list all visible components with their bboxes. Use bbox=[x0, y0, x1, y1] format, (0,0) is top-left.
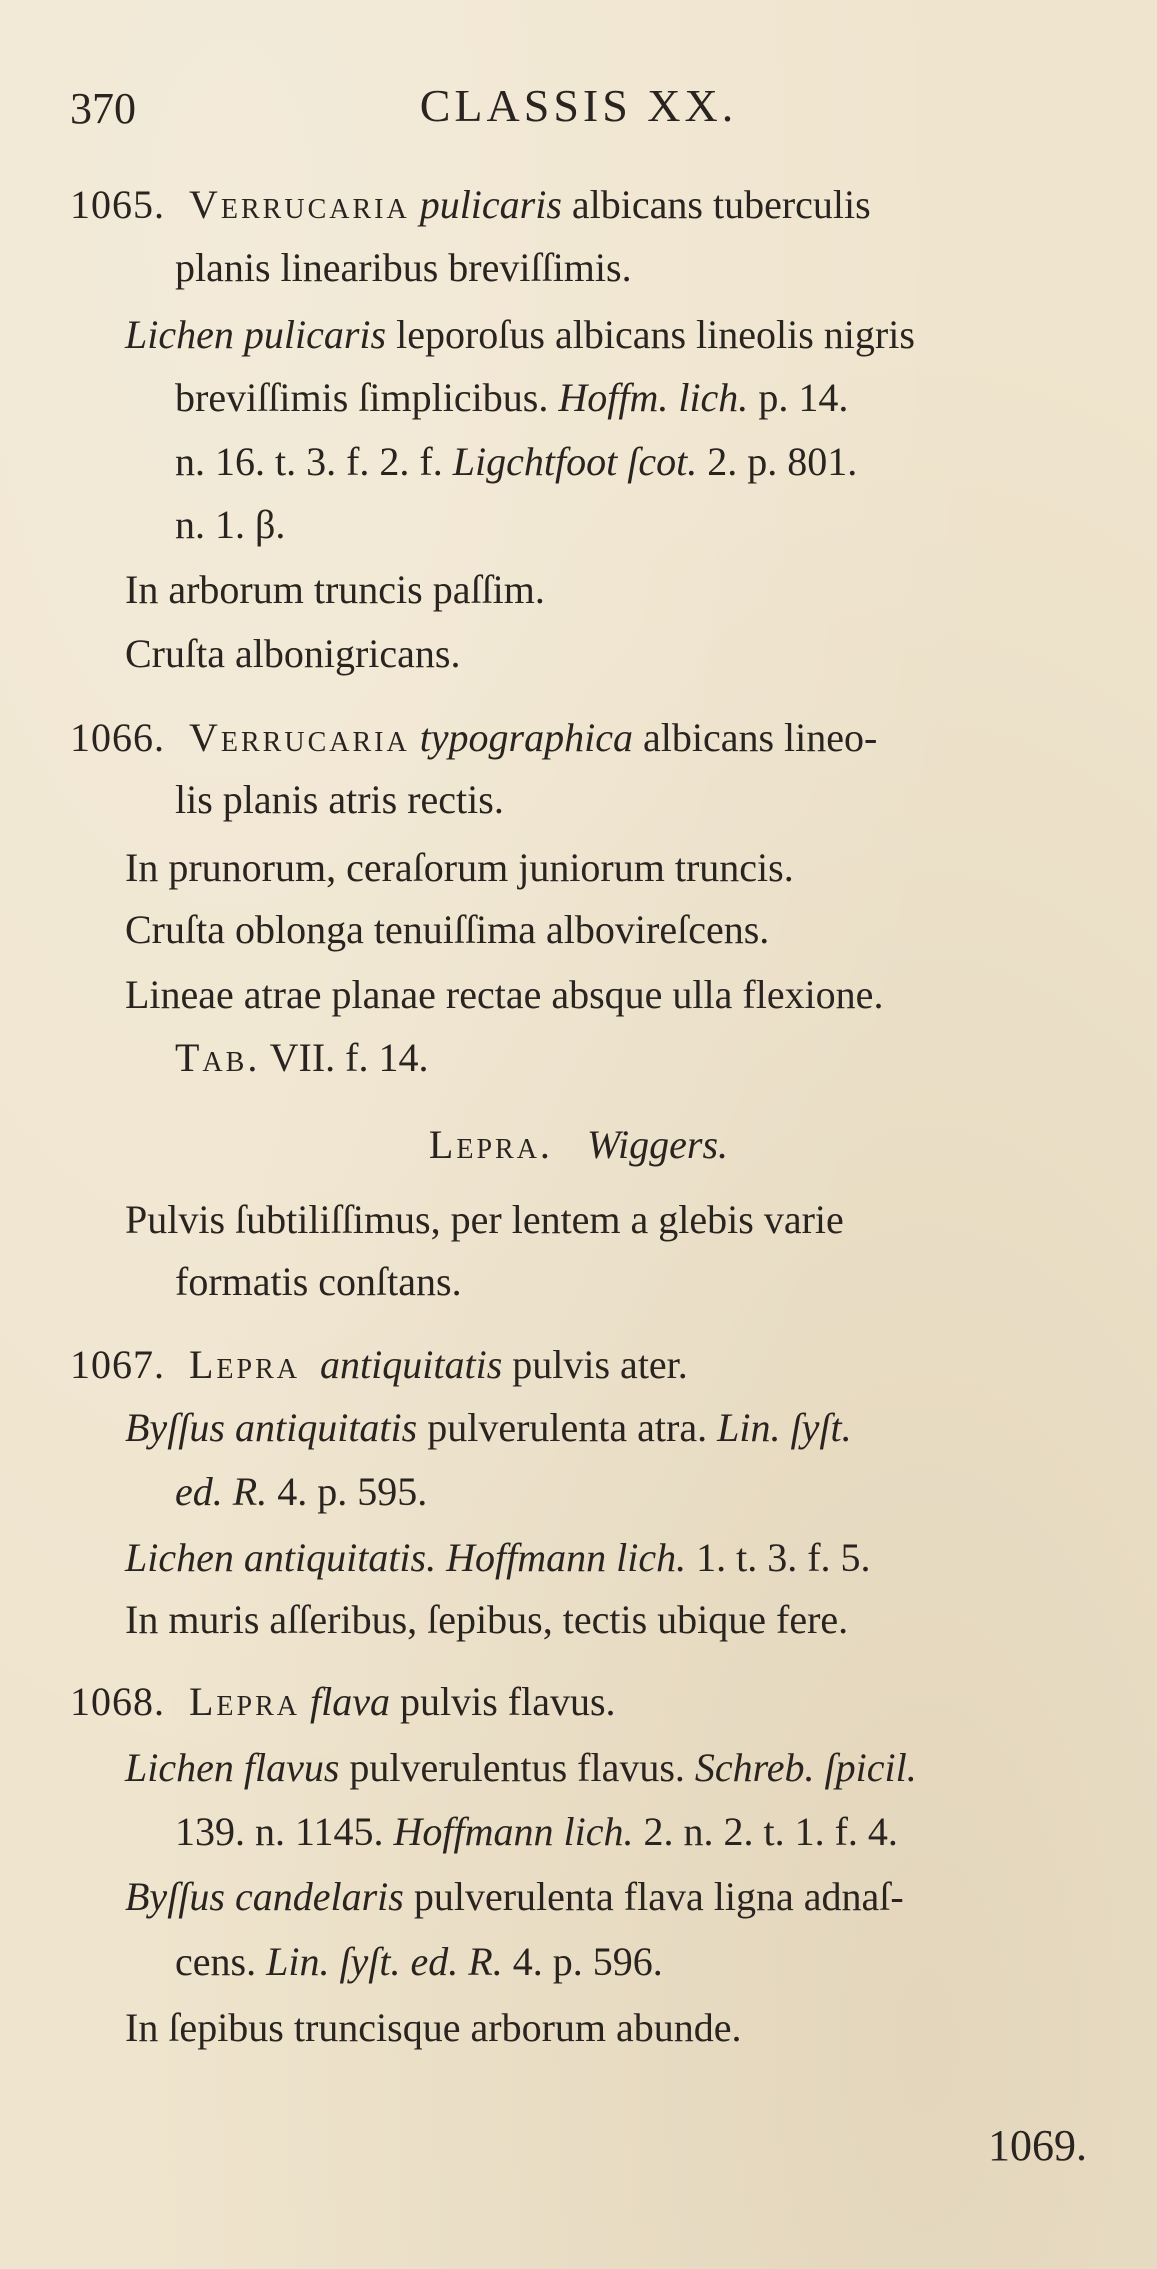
entry-number: 1065. bbox=[70, 182, 165, 227]
entry-1066-line-4: Cruſta oblonga tenuiſſima albovireſcens. bbox=[125, 907, 770, 952]
species-name: pulicaris bbox=[419, 182, 562, 227]
entry-1068-line-1 bbox=[70, 1679, 616, 1724]
entry-1065-line-2: planis linearibus breviſſimis. bbox=[175, 245, 632, 290]
species-name: typographica bbox=[419, 715, 633, 760]
entry-1068-line-2 bbox=[125, 1745, 917, 1790]
text-run: p. 14. bbox=[748, 375, 849, 420]
citation: Lin. ſyſt. ed. R. bbox=[266, 1939, 503, 1984]
entry-1065-line-4 bbox=[175, 375, 849, 420]
entry-1065-line-8: Cruſta albonigricans. bbox=[125, 631, 461, 676]
text-run: 4. p. 596. bbox=[502, 1939, 663, 1984]
entry-number: 1068. bbox=[70, 1679, 165, 1724]
genus-name: Lepra bbox=[189, 1342, 301, 1387]
entry-1066-line-6 bbox=[175, 1035, 429, 1080]
species-name: antiquitatis bbox=[320, 1342, 503, 1387]
synonym-name: Lichen flavus bbox=[125, 1745, 340, 1790]
entry-1065-line-6: n. 1. β. bbox=[175, 502, 286, 547]
entry-1065-line-1 bbox=[70, 182, 871, 227]
synonym-citation: Lichen antiquitatis. Hoffmann lich. bbox=[125, 1535, 687, 1580]
entry-1066-line-3: In prunorum, ceraſorum juniorum truncis. bbox=[125, 845, 794, 890]
entry-1065-line-3 bbox=[125, 312, 915, 357]
page-title: CLASSIS XX. bbox=[419, 80, 738, 131]
entry-1065-line-7: In arborum truncis paſſim. bbox=[125, 567, 545, 612]
synonym-text: leporoſus albicans lineolis nigris bbox=[386, 312, 915, 357]
genus-heading bbox=[0, 1122, 1157, 1167]
synonym-name: Lichen pulicaris bbox=[125, 312, 387, 357]
diagnosis-text: albicans lineo- bbox=[633, 715, 878, 760]
text-run: cens. bbox=[175, 1939, 267, 1984]
species-name: flava bbox=[310, 1679, 390, 1724]
text-run: VII. f. 14. bbox=[260, 1035, 429, 1080]
citation: ed. R. bbox=[175, 1469, 268, 1514]
citation: Hoffmann lich. bbox=[393, 1809, 634, 1854]
entry-number: 1067. bbox=[70, 1342, 165, 1387]
genus-description-1: Pulvis ſubtiliſſimus, per lentem a glebis varie bbox=[125, 1197, 844, 1242]
entry-1068-line-3 bbox=[175, 1809, 898, 1854]
diagnosis-text: pulvis flavus. bbox=[390, 1679, 616, 1724]
text-run: n. 16. t. 3. f. 2. f. bbox=[175, 439, 453, 484]
genus-title: Lepra. bbox=[428, 1122, 553, 1167]
citation: Lin. ſyſt. bbox=[717, 1405, 852, 1450]
genus-author: Wiggers. bbox=[586, 1122, 729, 1167]
entry-1068-line-5 bbox=[175, 1939, 663, 1984]
running-header bbox=[0, 75, 1157, 145]
text-run: pulverulentus flavus. bbox=[339, 1745, 695, 1790]
text-run: 2. p. 801. bbox=[697, 439, 858, 484]
diagnosis-text: albicans tuberculis bbox=[561, 182, 871, 227]
text-run: pulverulenta atra. bbox=[417, 1405, 718, 1450]
citation: Hoffm. lich. bbox=[558, 375, 749, 420]
text-run: pulverulenta flava ligna adnaſ- bbox=[403, 1874, 904, 1919]
diagnosis-text: pulvis ater. bbox=[502, 1342, 688, 1387]
text-run: breviſſimis ſimplicibus. bbox=[175, 375, 559, 420]
synonym-name: Byſſus candelaris bbox=[125, 1874, 404, 1919]
entry-number: 1066. bbox=[70, 715, 165, 760]
synonym-name: Byſſus antiquitatis bbox=[125, 1405, 418, 1450]
citation: Schreb. ſpicil. bbox=[694, 1745, 917, 1790]
text-run: 139. n. 1145. bbox=[175, 1809, 394, 1854]
entry-1067-line-3 bbox=[175, 1469, 428, 1514]
catchword: 1069. bbox=[988, 2121, 1087, 2170]
genus-description-2: formatis conſtans. bbox=[175, 1259, 462, 1304]
citation: Ligchtfoot ſcot. bbox=[452, 439, 698, 484]
genus-name: Verrucaria bbox=[189, 715, 410, 760]
entry-1066-line-5: Lineae atrae planae rectae absque ulla flexione. bbox=[125, 972, 884, 1017]
entry-1065-line-5 bbox=[175, 439, 858, 484]
entry-1067-line-2 bbox=[125, 1405, 852, 1450]
entry-1067-line-1 bbox=[70, 1342, 688, 1387]
text-run: 4. p. 595. bbox=[267, 1469, 428, 1514]
genus-name: Verrucaria bbox=[189, 182, 410, 227]
text-run: 2. n. 2. t. 1. f. 4. bbox=[633, 1809, 898, 1854]
entry-1067-line-4 bbox=[125, 1535, 871, 1580]
entry-1068-line-6: In ſepibus truncisque arborum abunde. bbox=[125, 2005, 742, 2050]
entry-1068-line-4 bbox=[125, 1874, 904, 1919]
genus-name: Lepra bbox=[189, 1679, 301, 1724]
text-run: 1. t. 3. f. 5. bbox=[686, 1535, 871, 1580]
page-number: 370 bbox=[70, 84, 136, 133]
plate-ref: Tab. bbox=[175, 1035, 261, 1080]
entry-1066-line-2: lis planis atris rectis. bbox=[175, 777, 504, 822]
entry-1066-line-1 bbox=[70, 715, 878, 760]
entry-1067-line-5: In muris aſſeribus, ſepibus, tectis ubique fere. bbox=[125, 1597, 849, 1642]
